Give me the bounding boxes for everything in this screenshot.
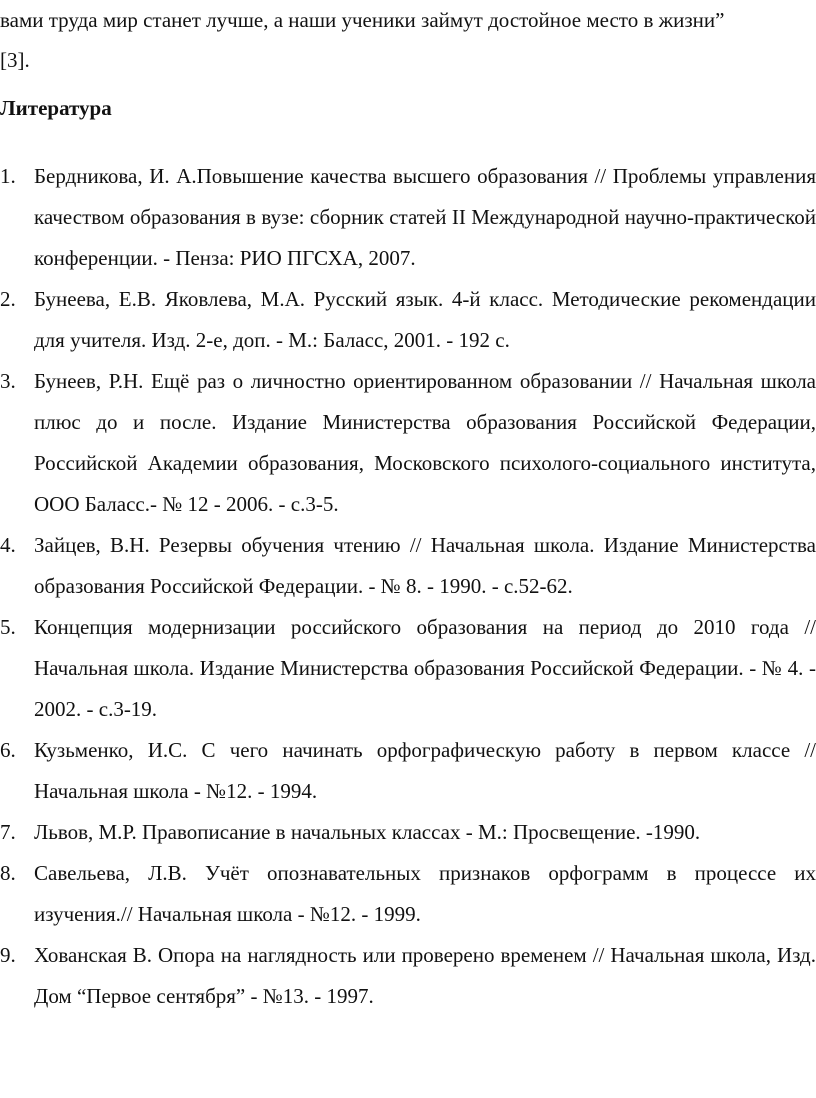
reference-item [0, 156, 816, 279]
reference-item [0, 607, 816, 730]
reference-item [0, 935, 816, 1017]
reference-text: Бердникова, И. А.Повышение качества высшего образования // Проблемы управления качеством образования в вузе: сборник статей II Международной научно-практической конференции. - Пенза: РИО ПГСХА, 2007. [34, 164, 816, 270]
reference-item [0, 361, 816, 525]
reference-text: Львов, М.Р. Правописание в начальных классах - М.: Просвещение. -1990. [34, 820, 701, 844]
reference-item [0, 525, 816, 607]
reference-number: 9. [0, 943, 16, 967]
reference-number: 4. [0, 533, 16, 557]
reference-number: 1. [0, 164, 16, 188]
reference-number: 7. [0, 820, 16, 844]
reference-item [0, 812, 816, 853]
intro-line-2: [3]. [0, 48, 30, 72]
intro-line-1: вами труда мир станет лучше, а наши ученики займут достойное место в жизни” [0, 8, 725, 32]
reference-number: 6. [0, 738, 16, 762]
reference-number: 2. [0, 287, 16, 311]
reference-item [0, 853, 816, 935]
reference-number: 5. [0, 615, 16, 639]
intro-paragraph [0, 0, 816, 80]
reference-item [0, 730, 816, 812]
reference-text: Бунеев, Р.Н. Ещё раз о личностно ориентированном образовании // Начальная школа плюс до и после. Издание Министерства образования Российской Федерации, Российской Академии образования, Московского психолого-социального института, ООО Баласс.- № 12 - 2006. - с.3-5. [34, 369, 816, 516]
reference-number: 8. [0, 861, 16, 885]
reference-text: Бунеева, Е.В. Яковлева, М.А. Русский язык. 4-й класс. Методические рекомендации для учителя. Изд. 2-е, доп. - М.: Баласс, 2001. - 192 с. [34, 287, 816, 352]
section-heading: Литература [0, 96, 112, 120]
reference-text: Кузьменко, И.С. С чего начинать орфографическую работу в первом классе // Начальная школа - №12. - 1994. [34, 738, 816, 803]
reference-text: Хованская В. Опора на наглядность или проверено временем // Начальная школа, Изд. Дом “Первое сентября” - №13. - 1997. [34, 943, 816, 1008]
reference-text: Зайцев, В.Н. Резервы обучения чтению // Начальная школа. Издание Министерства образования Российской Федерации. - № 8. - 1990. - с.52-62. [34, 533, 816, 598]
reference-item [0, 279, 816, 361]
reference-text: Савельева, Л.В. Учёт опознавательных признаков орфограмм в процессе их изучения.// Начальная школа - №12. - 1999. [34, 861, 816, 926]
reference-number: 3. [0, 369, 16, 393]
reference-text: Концепция модернизации российского образования на период до 2010 года // Начальная школа. Издание Министерства образования Российской Федерации. - № 4. - 2002. - с.3-19. [34, 615, 816, 721]
reference-list [0, 156, 816, 1017]
